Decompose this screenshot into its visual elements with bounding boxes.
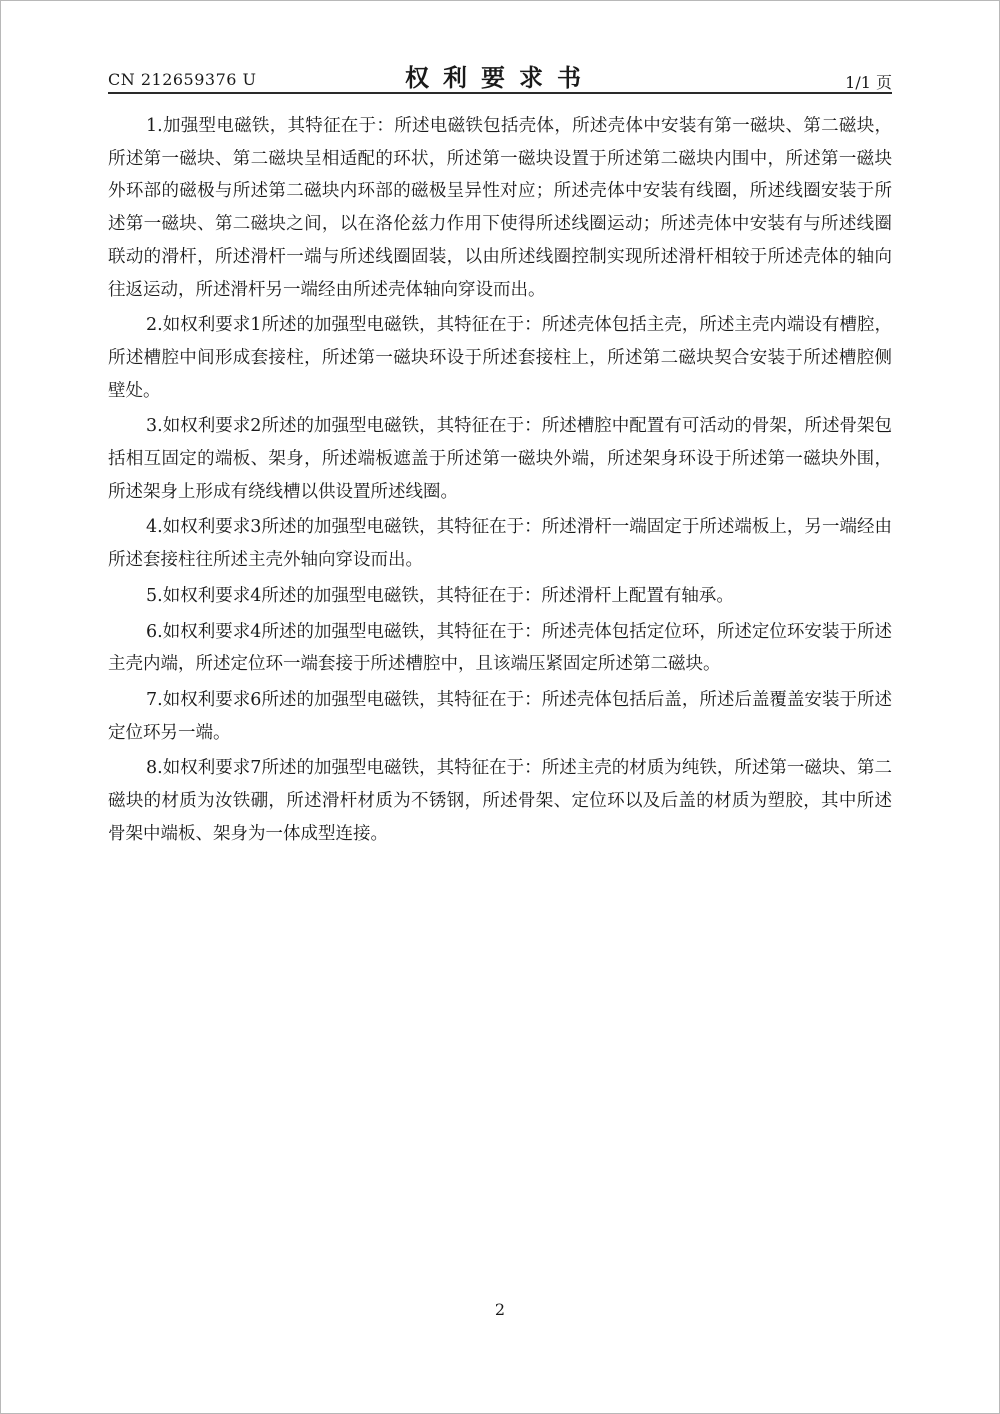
page-header bbox=[108, 58, 892, 92]
claim-4: 4.如权利要求3所述的加强型电磁铁，其特征在于：所述滑杆一端固定于所述端板上，另一端经由所述套接柱往所述主壳外轴向穿设而出。 bbox=[108, 517, 892, 571]
claims-list bbox=[108, 110, 892, 853]
claim-3: 3.如权利要求2所述的加强型电磁铁，其特征在于：所述槽腔中配置有可活动的骨架，所述骨架包括相互固定的端板、架身，所述端板遮盖于所述第一磁块外端，所述架身环设于所述第一磁块外围，所述架身上形成有绕线槽以供设置所述线圈。 bbox=[108, 416, 892, 502]
document-title: 权利要求书 bbox=[405, 63, 595, 92]
claim-2: 2.如权利要求1所述的加强型电磁铁，其特征在于：所述壳体包括主壳，所述主壳内端设有槽腔，所述槽腔中间形成套接柱，所述第一磁块环设于所述套接柱上，所述第二磁块契合安装于所述槽腔侧壁处。 bbox=[108, 315, 892, 401]
claim-6: 6.如权利要求4所述的加强型电磁铁，其特征在于：所述壳体包括定位环，所述定位环安装于所述主壳内端，所述定位环一端套接于所述槽腔中，且该端压紧固定所述第二磁块。 bbox=[108, 621, 892, 675]
claim-7: 7.如权利要求6所述的加强型电磁铁，其特征在于：所述壳体包括后盖，所述后盖覆盖安装于所述定位环另一端。 bbox=[108, 689, 892, 743]
page-count: 1/1 页 bbox=[845, 73, 892, 92]
claim-5: 5.如权利要求4所述的加强型电磁铁，其特征在于：所述滑杆上配置有轴承。 bbox=[146, 585, 734, 606]
claim-8: 8.如权利要求7所述的加强型电磁铁，其特征在于：所述主壳的材质为纯铁，所述第一磁块、第二磁块的材质为汝铁硼，所述滑杆材质为不锈钢，所述骨架、定位环以及后盖的材质为塑胶，其中所述骨架中端板、架身为一体成型连接。 bbox=[108, 758, 892, 844]
header-divider bbox=[108, 92, 892, 94]
publication-number: CN 212659376 U bbox=[108, 70, 257, 89]
page-number: 2 bbox=[494, 1300, 506, 1319]
claim-1: 1.加强型电磁铁，其特征在于：所述电磁铁包括壳体，所述壳体中安装有第一磁块、第二磁块，所述第一磁块、第二磁块呈相适配的环状，所述第一磁块设置于所述第二磁块内围中，所述第一磁块外环部的磁极与所述第二磁块内环部的磁极呈异性对应；所述壳体中安装有线圈，所述线圈安装于所述第一磁块、第二磁块之间，以在洛伦兹力作用下使得所述线圈运动；所述壳体中安装有与所述线圈联动的滑杆，所述滑杆一端与所述线圈固装，以由所述线圈控制实现所述滑杆相较于所述壳体的轴向往返运动，所述滑杆另一端经由所述壳体轴向穿设而出。 bbox=[108, 116, 892, 300]
